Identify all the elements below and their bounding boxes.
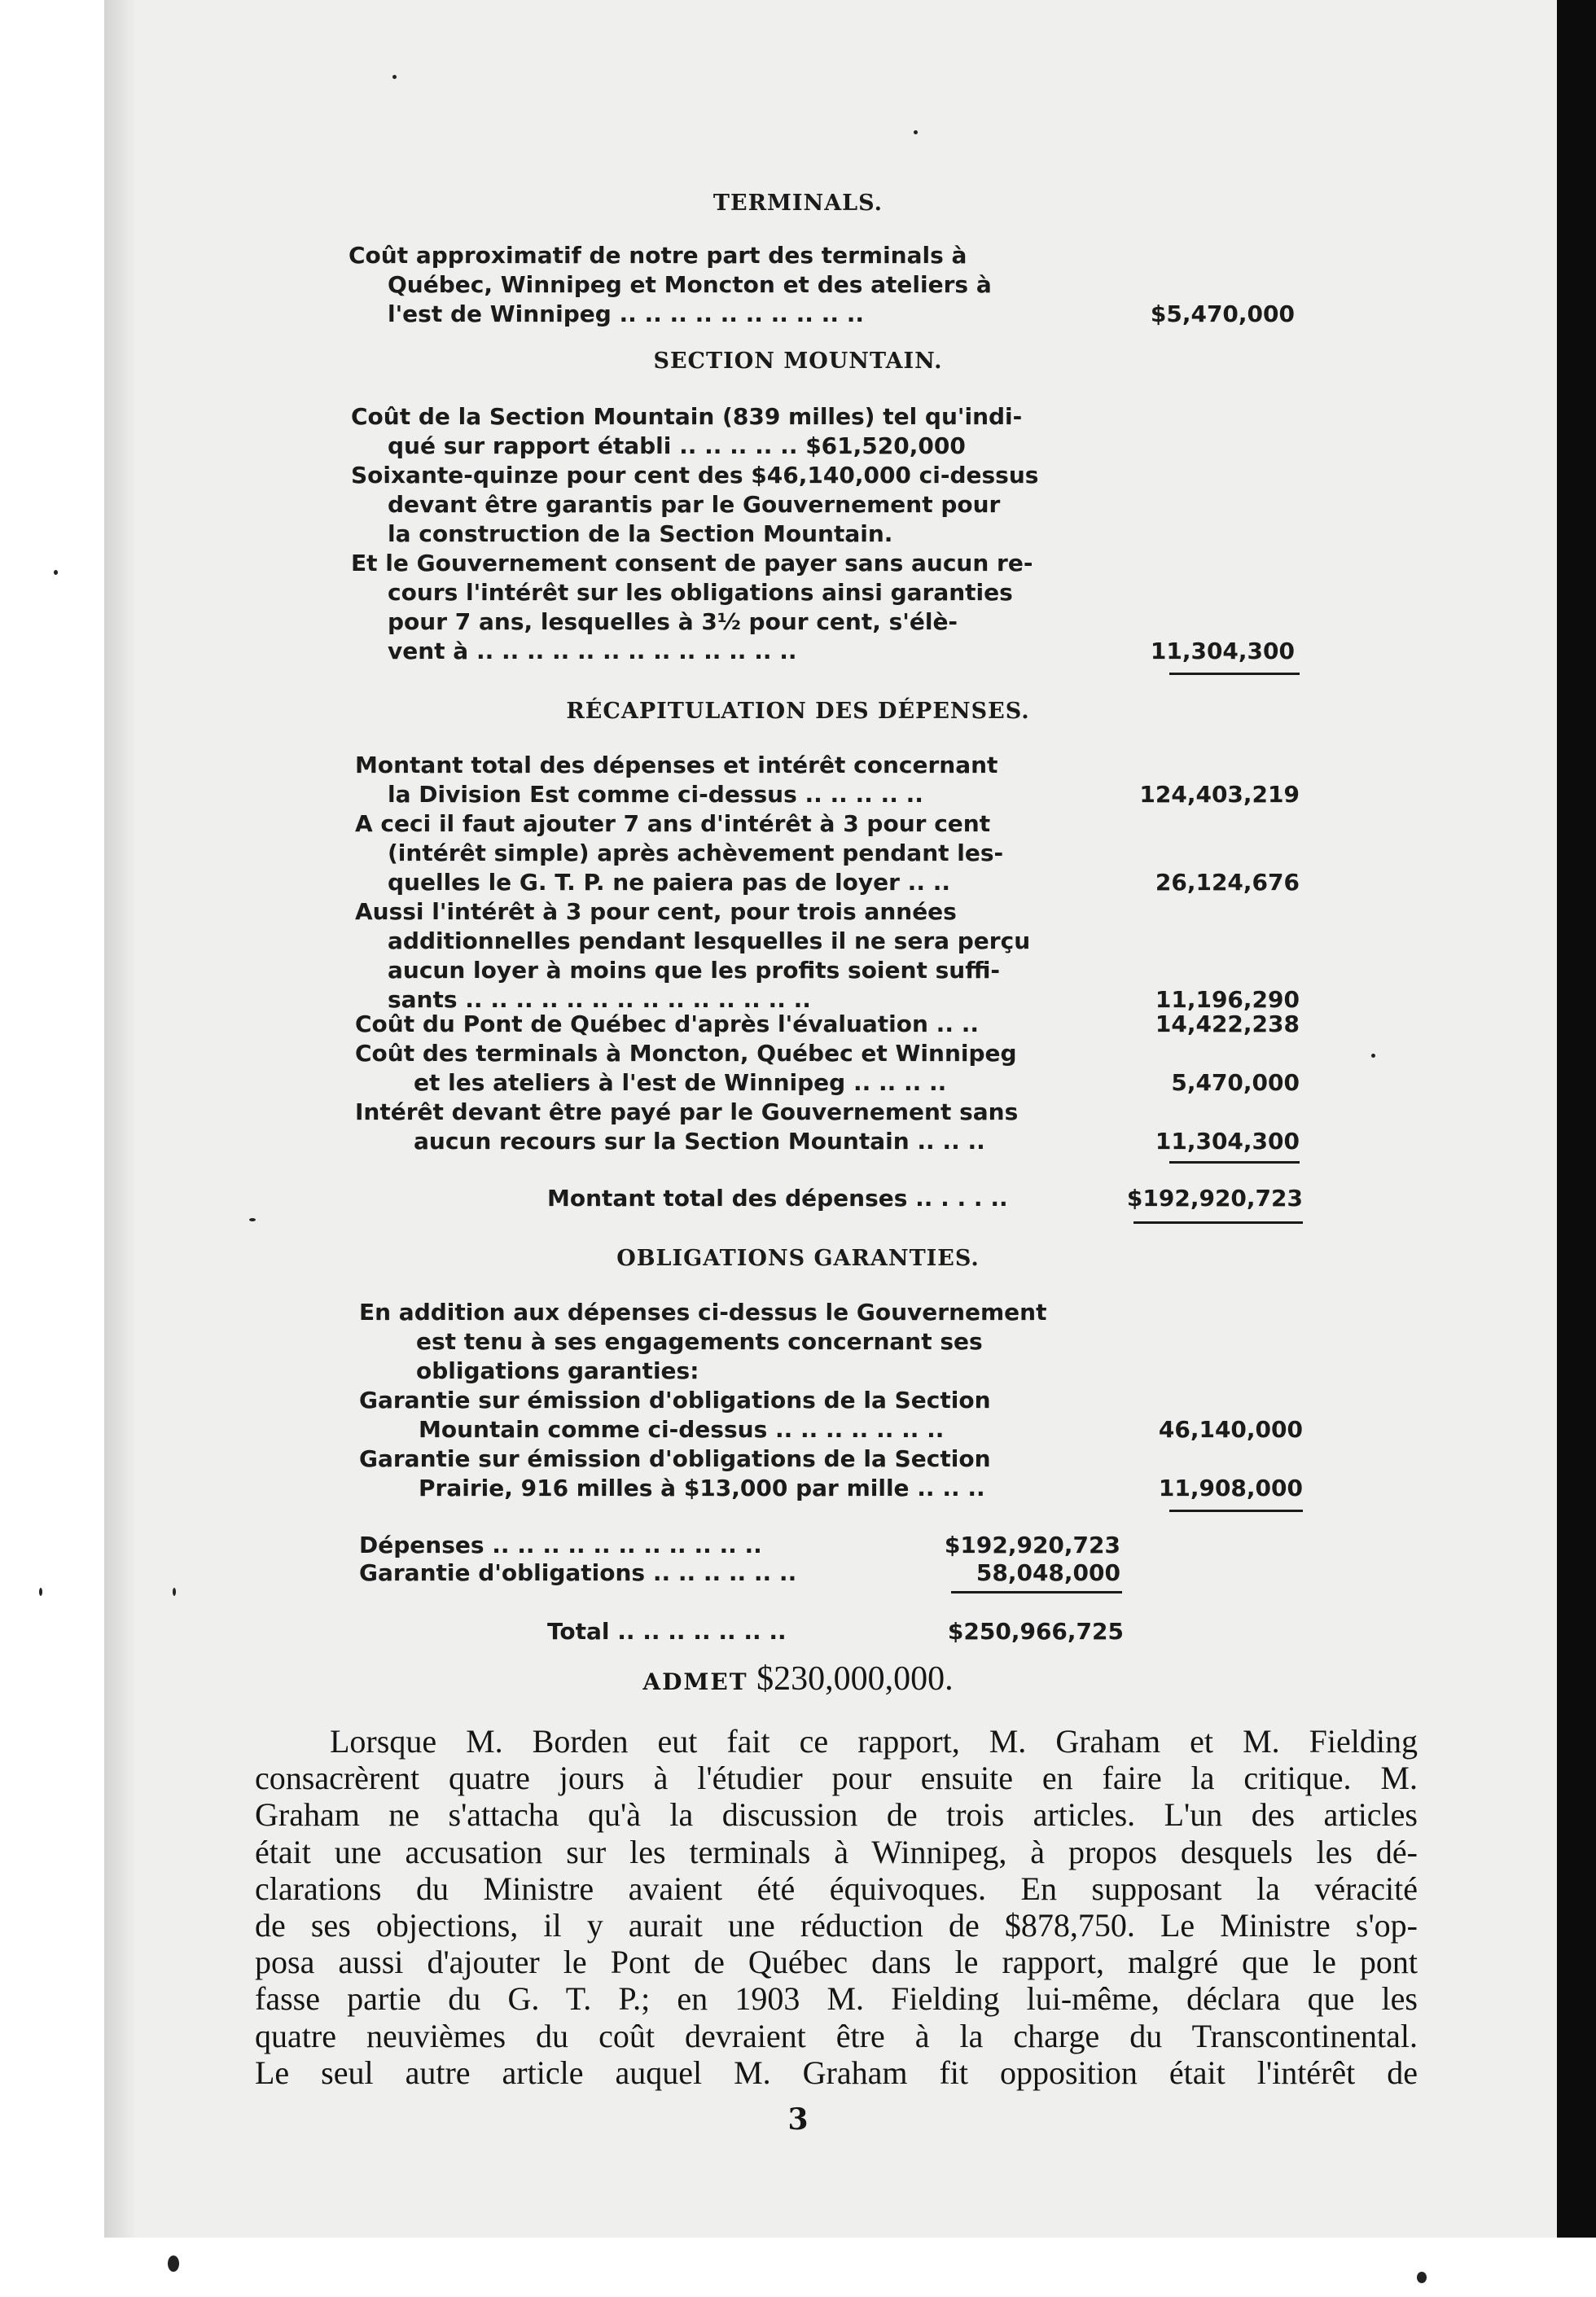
paragraph-line-6: de ses objections, il y aurait une réduction de $878,750. Le Ministre s'op-: [255, 1907, 1418, 1944]
recap-item-3-line-3: aucun loyer à moins que les profits soient suffi-: [388, 957, 1001, 984]
recap-item-4-line-1: Coût du Pont de Québec d'après l'évaluation .. ..: [355, 1010, 979, 1037]
recap-item-5-line-2: et les ateliers à l'est de Winnipeg .. .. .. ..: [414, 1069, 947, 1096]
obligations-intro-3: obligations garanties:: [416, 1357, 699, 1384]
recap-total-label: Montant total des dépenses .. . . . ..: [547, 1185, 1008, 1212]
recap-item-6-amount: 11,304,300: [1155, 1128, 1300, 1155]
terminals-amount: $5,470,000: [1150, 300, 1295, 327]
paragraph-line-1: Lorsque M. Borden eut fait ce rapport, M. Graham et M. Fielding: [330, 1723, 1418, 1760]
mountain-line-6: Et le Gouvernement consent de payer sans aucun re-: [351, 550, 1033, 576]
recap-rule: [1169, 1161, 1300, 1164]
admet-amount: $230,000,000.: [756, 1660, 954, 1698]
recap-item-1-line-2: la Division Est comme ci-dessus .. .. .. .. ..: [388, 781, 923, 808]
recap-total-rule: [1133, 1221, 1303, 1224]
paragraph-line-4: était une accusation sur les terminals à Winnipeg, à propos desquels les dé-: [255, 1833, 1418, 1870]
recap-item-2-amount: 26,124,676: [1155, 869, 1300, 896]
obligations-item-1-line-1: Garantie sur émission d'obligations de la Section: [359, 1387, 991, 1414]
recap-total-amount: $192,920,723: [1126, 1185, 1303, 1212]
scan-speck: [168, 2255, 179, 2272]
mountain-heading: SECTION MOUNTAIN.: [653, 348, 943, 374]
mountain-amount: 11,304,300: [1150, 638, 1295, 664]
mountain-line-9: vent à .. .. .. .. .. .. .. .. .. .. .. .. ..: [388, 638, 797, 664]
paragraph-line-2: consacrèrent quatre jours à l'étudier pour ensuite en faire la critique. M.: [255, 1760, 1418, 1797]
paragraph-line-10: Le seul autre article auquel M. Graham fit opposition était l'intérêt de: [255, 2054, 1418, 2091]
mountain-line-7: cours l'intérêt sur les obligations ainsi garanties: [388, 579, 1013, 606]
recap-item-6-line-2: aucun recours sur la Section Mountain .. .. ..: [414, 1128, 985, 1155]
paragraph-line-7: posa aussi d'ajouter le Pont de Québec dans le rapport, malgré que le pont: [255, 1944, 1418, 1981]
recap-item-4-amount: 14,422,238: [1155, 1010, 1300, 1037]
body-paragraph: [255, 1723, 1418, 2091]
recap-item-1-line-1: Montant total des dépenses et intérêt concernant: [355, 752, 998, 778]
recap-item-2-line-1: A ceci il faut ajouter 7 ans d'intérêt à 3 pour cent: [355, 810, 991, 837]
recap-item-1-amount: 124,403,219: [1139, 781, 1300, 808]
admet-word: ADMET: [642, 1668, 748, 1695]
obligations-item-2-amount: 11,908,000: [1158, 1475, 1303, 1501]
terminals-heading: TERMINALS.: [712, 191, 884, 216]
summary-row-1-label: Dépenses .. .. .. .. .. .. .. .. .. .. ..: [359, 1532, 762, 1558]
mountain-line-2: qué sur rapport établi .. .. .. .. .. $61,520,000: [388, 432, 966, 459]
obligations-item-1-amount: 46,140,000: [1158, 1416, 1303, 1443]
paragraph-line-9: quatre neuvièmes du coût devraient être à la charge du Transcontinental.: [255, 2017, 1418, 2054]
scan-speck: [1417, 2272, 1427, 2283]
recap-item-6-line-1: Intérêt devant être payé par le Gouvernement sans: [355, 1098, 1019, 1125]
obligations-intro-2: est tenu à ses engagements concernant ses: [416, 1328, 983, 1355]
scan-speck: [54, 570, 58, 575]
mountain-line-3: Soixante-quinze pour cent des $46,140,000 ci-dessus: [351, 462, 1039, 489]
recap-item-3-line-1: Aussi l'intérêt à 3 pour cent, pour trois années: [355, 898, 957, 925]
obligations-item-2-line-2: Prairie, 916 milles à $13,000 par mille .. .. ..: [419, 1475, 985, 1501]
mountain-line-4: devant être garantis par le Gouvernement pour: [388, 491, 1001, 518]
obligations-item-1-line-2: Mountain comme ci-dessus .. .. .. .. .. .. ..: [419, 1416, 945, 1443]
recap-item-5-amount: 5,470,000: [1171, 1069, 1300, 1096]
summary-total-amount: $250,966,725: [947, 1618, 1124, 1645]
scan-speck: [249, 1218, 256, 1221]
mountain-rule: [1169, 673, 1300, 675]
mountain-line-8: pour 7 ans, lesquelles à 3½ pour cent, s'élè-: [388, 608, 958, 635]
terminals-line-3: l'est de Winnipeg .. .. .. .. .. .. .. .. .. ..: [388, 300, 864, 327]
obligations-item-2-line-1: Garantie sur émission d'obligations de la Section: [359, 1445, 991, 1472]
scan-speck: [914, 130, 918, 134]
mountain-line-1: Coût de la Section Mountain (839 milles) tel qu'indi-: [351, 403, 1023, 430]
terminals-line-1: Coût approximatif de notre part des terminals à: [349, 242, 967, 269]
terminals-line-2: Québec, Winnipeg et Moncton et des ateliers à: [388, 271, 992, 298]
summary-row-1-amount: $192,920,723: [944, 1532, 1120, 1558]
admet-line: [0, 1659, 1596, 1699]
recap-item-3-line-2: additionnelles pendant lesquelles il ne sera perçu: [388, 927, 1031, 954]
recap-item-2-line-2: (intérêt simple) après achèvement pendant les-: [388, 839, 1004, 866]
summary-row-2-label: Garantie d'obligations .. .. .. .. .. ..: [359, 1559, 797, 1586]
summary-row-2-amount: 58,048,000: [976, 1559, 1120, 1586]
summary-total-label: Total .. .. .. .. .. .. ..: [547, 1618, 787, 1645]
obligations-intro-1: En addition aux dépenses ci-dessus le Gouvernement: [359, 1299, 1047, 1326]
paragraph-line-8: fasse partie du G. T. P.; en 1903 M. Fielding lui-même, déclara que les: [255, 1980, 1418, 2018]
scan-speck: [392, 75, 397, 79]
recap-item-5-line-1: Coût des terminals à Moncton, Québec et Winnipeg: [355, 1040, 1017, 1067]
scan-speck: [1371, 1054, 1375, 1058]
summary-rule: [951, 1591, 1122, 1593]
paragraph-line-5: clarations du Ministre avaient été équivoques. En supposant la véracité: [255, 1870, 1418, 1907]
paragraph-line-3: Graham ne s'attacha qu'à la discussion de trois articles. L'un des articles: [255, 1796, 1418, 1834]
mountain-line-5: la construction de la Section Mountain.: [388, 520, 893, 547]
recap-item-3-line-4: sants .. .. .. .. .. .. .. .. .. .. .. .. .. ..: [388, 986, 811, 1013]
recap-item-3-amount: 11,196,290: [1155, 986, 1300, 1013]
obligations-heading: OBLIGATIONS GARANTIES.: [616, 1246, 980, 1271]
page-number: 3: [787, 2102, 809, 2137]
recap-item-2-line-3: quelles le G. T. P. ne paiera pas de loyer .. ..: [388, 869, 950, 896]
obligations-rule: [1169, 1510, 1303, 1512]
scan-speck: [173, 1588, 176, 1596]
recap-heading: RÉCAPITULATION DES DÉPENSES.: [566, 699, 1030, 724]
scan-speck: [39, 1588, 42, 1596]
